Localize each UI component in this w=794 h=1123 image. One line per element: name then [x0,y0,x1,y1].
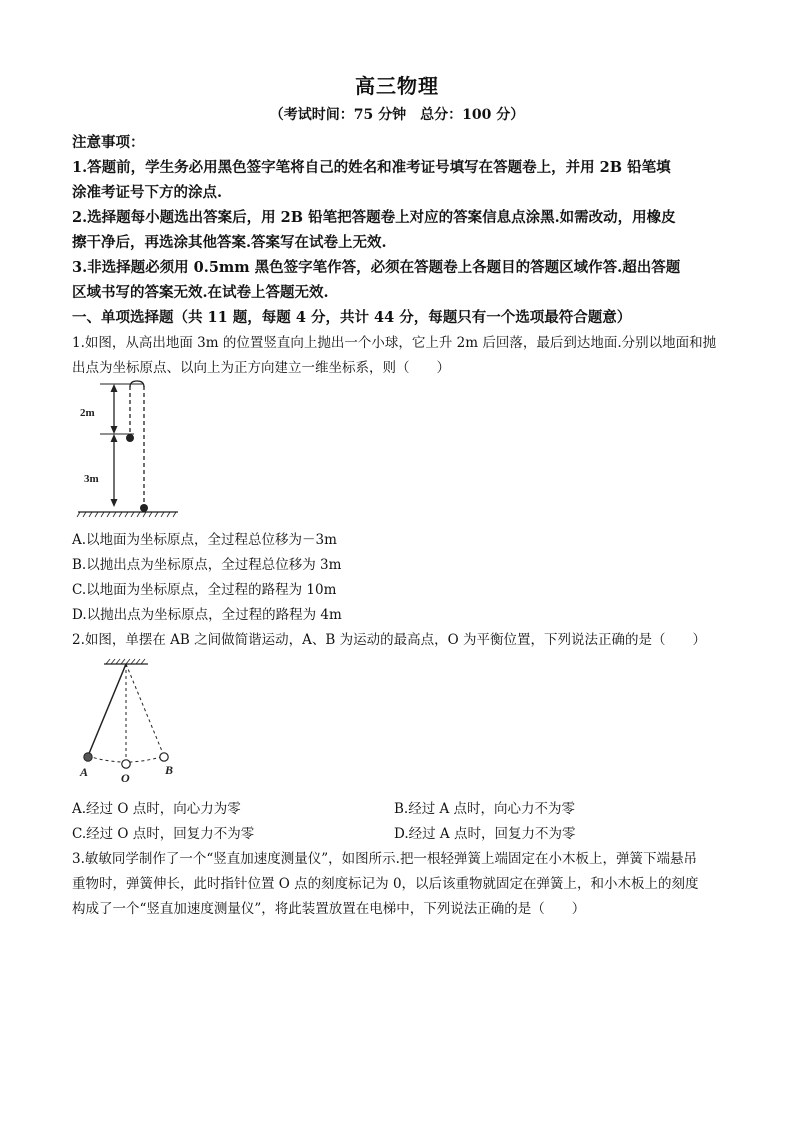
section-heading: 一、单项选择题（共 11 题，每题 4 分，共计 44 分，每题只有一个选项最符合题意） [72,309,632,326]
question-3-stem: 重物时，弹簧伸长，此时指针位置 O 点的刻度标记为 0，以后该重物就固定在弹簧上，和小木板上的刻度 [72,876,699,892]
question-3-stem: 构成了一个“竖直加速度测量仪”，将此装置放置在电梯中，下列说法正确的是（ ） [72,901,586,917]
point-label-a: A [80,765,89,779]
question-3-stem: 3.敏敏同学制作了一个“竖直加速度测量仪”，如图所示.把一根轻弹簧上端固定在小木板上，弹簧下端悬吊 [72,851,697,867]
bob-a [84,753,92,761]
question-2-option-b: B.经过 A 点时，向心力不为零 [394,801,576,817]
point-label-b: B [165,763,174,777]
height-label-lower: 3m [84,473,99,485]
notice-line: 擦干净后，再选涂其他答案.答案写在试卷上无效. [72,234,387,251]
question-1-option-b: B.以抛出点为坐标原点，全过程总位移为 3m [72,557,342,573]
question-1-option-a: A.以地面为坐标原点，全过程总位移为－3m [72,532,337,548]
question-1-stem: 出点为坐标原点、以向上为正方向建立一维坐标系，则（ ） [72,360,450,376]
exam-info: （考试时间：75 分钟 总分：100 分） [269,107,525,123]
question-2-option-a: A.经过 O 点时，向心力为零 [72,801,241,817]
question-2-option-d: D.经过 A 点时，回复力不为零 [394,826,576,842]
ball-start [126,434,134,442]
throw-figure [74,378,184,520]
ball-end [140,504,148,512]
bob-o [122,760,130,768]
notice-line: 2.选择题每小题选出答案后，用 2B 铅笔把答题卷上对应的答案信息点涂黑.如需改动，用橡皮 [72,209,676,226]
pendulum-figure [76,658,186,786]
question-2-option-c: C.经过 O 点时，回复力不为零 [72,826,255,842]
bob-b [160,753,168,761]
page-title: 高三物理 [355,74,439,98]
notice-heading: 注意事项： [72,134,145,151]
question-1-stem: 1.如图，从高出地面 3m 的位置竖直向上抛出一个小球，它上升 2m 后回落，最后到达地面.分别以地面和抛 [72,335,717,351]
notice-line: 涂准考证号下方的涂点. [72,184,223,201]
notice-line: 1.答题前，学生务必用黑色签字笔将自己的姓名和准考证号填写在答题卷上，并用 2B 铅笔填 [72,159,671,176]
question-1-option-d: D.以抛出点为坐标原点，全过程的路程为 4m [72,607,342,623]
question-2-stem: 2.如图，单摆在 AB 之间做简谐运动，A、B 为运动的最高点，O 为平衡位置，下列说法正确的是（ ） [72,632,706,648]
height-label-upper: 2m [80,407,95,419]
point-label-o: O [121,771,130,785]
notice-line: 3.非选择题必须用 0.5mm 黑色签字笔作答，必须在答题卷上各题目的答题区域作答.超出答题 [72,259,681,276]
notice-line: 区域书写的答案无效.在试卷上答题无效. [72,284,329,301]
question-1-option-c: C.以地面为坐标原点，全过程的路程为 10m [72,582,337,598]
